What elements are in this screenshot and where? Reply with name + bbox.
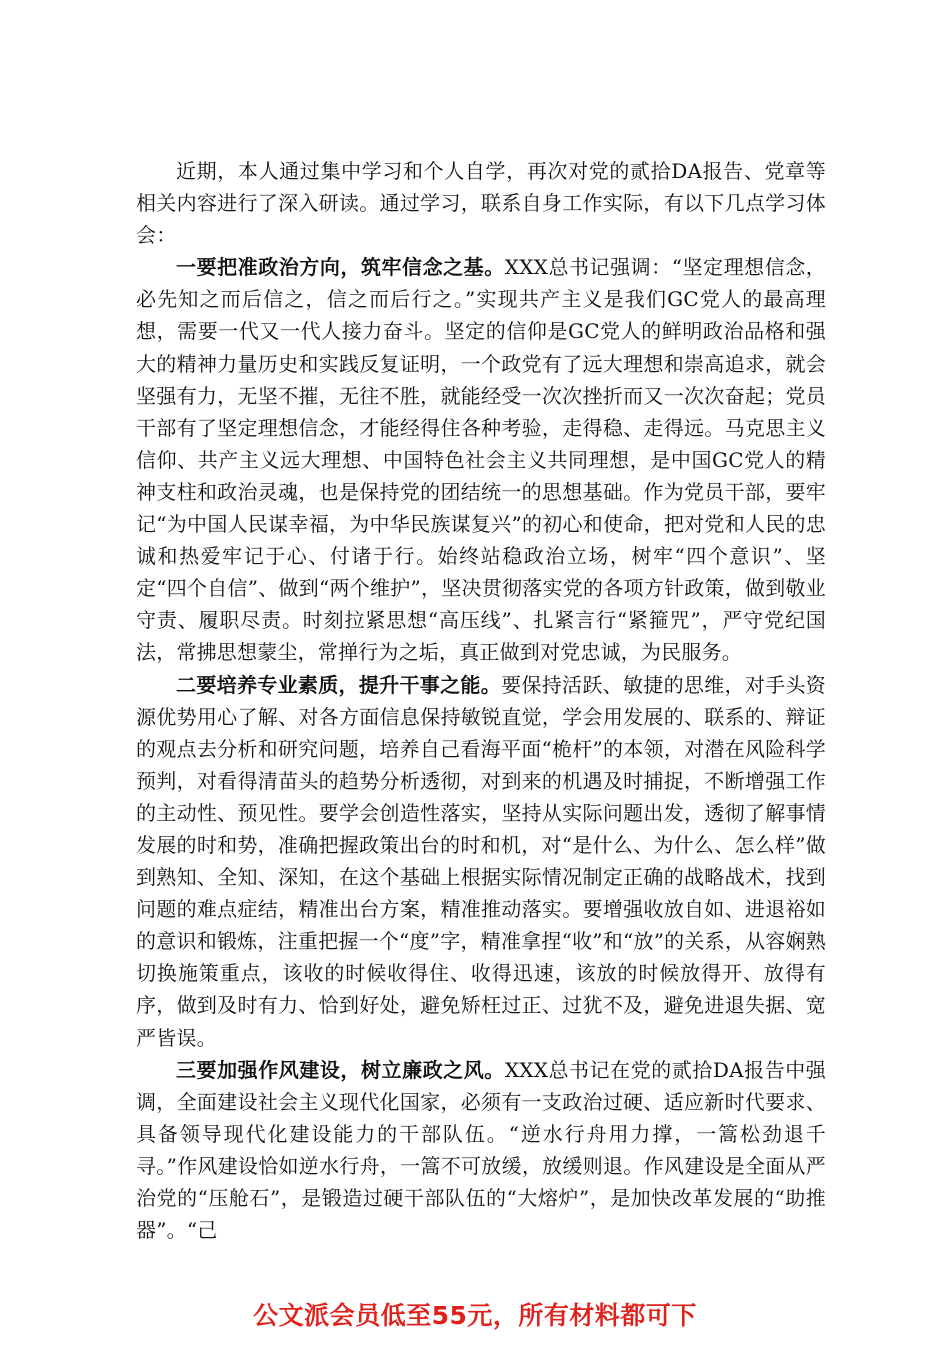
section-1-text: XXX总书记强调：“坚定理想信念，必先知之而后信之，信之而后行之。”实现共产主义是我们GC党人的最高理想，需要一代又一代人接力奋斗。坚定的信仰是GC党人的鲜明政治品格和强大的精神力量历史和实践反复证明，一个政党有了远大理想和崇高追求，就会坚强有力，无坚不摧，无往不胜，就能经受一次次挫折而又一次次奋起；党员干部有了坚定理想信念，才能经得住各种考验，走得稳、走得远。马克思主义信仰、共产主义远大理想、中国特色社会主义共同理想，是中国GC党人的精神支柱和政治灵魂，也是保持党的团结统一的思想基础。作为党员干部，要牢记“为中国人民谋幸福，为中华民族谋复兴”的初心和使命，把对党和人民的忠诚和热爱牢记于心、付诸于行。始终站稳政治立场，树牢“四个意识”、坚定“四个自信”、做到“两个维护”，坚决贯彻落实党的各项方针政策，做到敬业守责、履职尽责。时刻拉紧思想“高压线”、扎紧言行“紧箍咒”，严守党纪国法，常拂思想蒙尘，常掸行为之垢，真正做到对党忠诚，为民服务。	[136, 255, 826, 665]
section-1-heading: 一要把准政治方向，筑牢信念之基。	[176, 255, 505, 280]
section-2-heading: 二要培养专业素质，提升干事之能。	[176, 672, 502, 697]
section-2-paragraph	[136, 669, 826, 1054]
footer-advertisement: 公文派会员低至55元，所有材料都可下	[253, 1301, 697, 1330]
section-3-text: XXX总书记在党的贰拾DA报告中强调，全面建设社会主义现代化国家，必须有一支政治过硬、适应新时代要求、具备领导现代化建设能力的干部队伍。“逆水行舟用力撑，一篙松劲退千寻。”作风建设恰如逆水行舟，一篙不可放缓，放缓则退。作风建设是全面从严治党的“压舱石”，是锻造过硬干部队伍的“大熔炉”，是加快改革发展的“助推器”。“己	[136, 1057, 827, 1243]
intro-paragraph	[136, 155, 826, 251]
section-3-heading: 三要加强作风建设，树立廉政之风。	[176, 1057, 505, 1082]
section-2-text: 要保持活跃、敏捷的思维，对手头资源优势用心了解、对各方面信息保持敏锐直觉，学会用发展的、联系的、辩证的观点去分析和研究问题，培养自己看海平面“桅杆”的本领，对潜在风险科学预判，对看得清苗头的趋势分析透彻，对到来的机遇及时捕捉，不断增强工作的主动性、预见性。要学会创造性落实，坚持从实际问题出发，透彻了解事情发展的时和势，准确把握政策出台的时和机，对“是什么、为什么、怎么样”做到熟知、全知、深知，在这个基础上根据实际情况制定正确的战略战术，找到问题的难点症结，精准出台方案，精准推动落实。要增强收放自如、进退裕如的意识和锻炼，注重把握一个“度”字，精准拿捏“收”和“放”的关系，从容娴熟切换施策重点，该收的时候收得住、收得迅速，该放的时候放得开、放得有序，做到及时有力、恰到好处，避免矫枉过正、过犹不及，避免进退失据、宽严皆误。	[136, 672, 827, 1050]
document-body	[136, 155, 826, 1246]
paragraph-text: 近期，本人通过集中学习和个人自学，再次对党的贰拾DA报告、党章等相关内容进行了深入研读。通过学习，联系自身工作实际，有以下几点学习体会：	[136, 159, 826, 248]
section-3-paragraph	[136, 1054, 826, 1247]
section-1-paragraph	[136, 251, 826, 668]
